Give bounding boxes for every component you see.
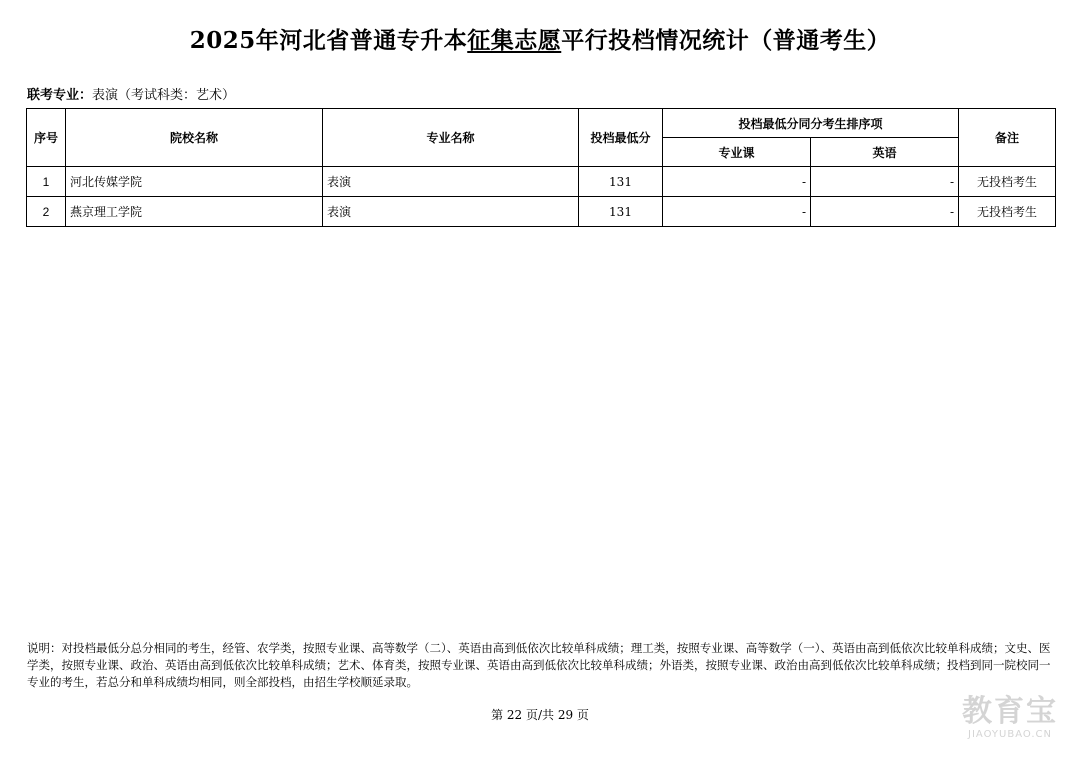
page-title xyxy=(0,22,1080,55)
header-note: 备注 xyxy=(959,109,1056,167)
cell-sub-major-course: - xyxy=(663,167,811,197)
admission-table xyxy=(26,108,1056,227)
cell-major: 表演 xyxy=(323,167,579,197)
header-sub-english: 英语 xyxy=(811,138,959,167)
header-min-score: 投档最低分 xyxy=(579,109,663,167)
footnote: 说明：对投档最低分总分相同的考生，经管、农学类，按照专业课、高等数学（二）、英语由高到低依次比较单科成绩；理工类，按照专业课、高等数学（一）、英语由高到低依次比较单科成绩；文史、医学类，按照专业课、政治、英语由高到低依次比较单科成绩；艺术、体育类，按照专业课、英语由高到低依次比较单科成绩；外语类，按照专业课、政治由高到低依次比较单科成绩；投档到同一院校同一专业的考生，若总分和单科成绩均相同，则全部投档，由招生学校顺延录取。 xyxy=(27,641,1051,689)
cell-note: 无投档考生 xyxy=(959,197,1056,227)
table-row xyxy=(27,167,1056,197)
cell-sub-major-course: - xyxy=(663,197,811,227)
exam-major-line xyxy=(27,84,235,103)
cell-school: 河北传媒学院 xyxy=(66,167,323,197)
exam-major-value: 表演（考试科类：艺术） xyxy=(92,88,236,103)
cell-sub-english: - xyxy=(811,197,959,227)
cell-seq: 1 xyxy=(27,167,66,197)
header-sub-major-course: 专业课 xyxy=(663,138,811,167)
table-row xyxy=(27,197,1056,227)
cell-seq: 2 xyxy=(27,197,66,227)
header-tiebreak: 投档最低分同分考生排序项 xyxy=(663,109,959,138)
header-school: 院校名称 xyxy=(66,109,323,167)
title-suffix: 平行投档情况统计（普通考生） xyxy=(561,27,891,54)
header-major: 专业名称 xyxy=(323,109,579,167)
cell-sub-english: - xyxy=(811,167,959,197)
exam-major-label: 联考专业： xyxy=(27,88,93,103)
cell-school: 燕京理工学院 xyxy=(66,197,323,227)
page-number: 第 22 页/共 29 页 xyxy=(491,708,589,722)
watermark-url: JIAOYUBAO.CN xyxy=(968,729,1052,740)
title-underlined: 征集志愿 xyxy=(467,27,562,54)
title-prefix: 2025年河北省普通专升本 xyxy=(189,27,468,54)
watermark-text: 教育宝 xyxy=(962,694,1058,729)
cell-major: 表演 xyxy=(323,197,579,227)
watermark-logo xyxy=(962,695,1058,740)
header-seq: 序号 xyxy=(27,109,66,167)
cell-note: 无投档考生 xyxy=(959,167,1056,197)
cell-score: 131 xyxy=(579,167,663,197)
cell-score: 131 xyxy=(579,197,663,227)
